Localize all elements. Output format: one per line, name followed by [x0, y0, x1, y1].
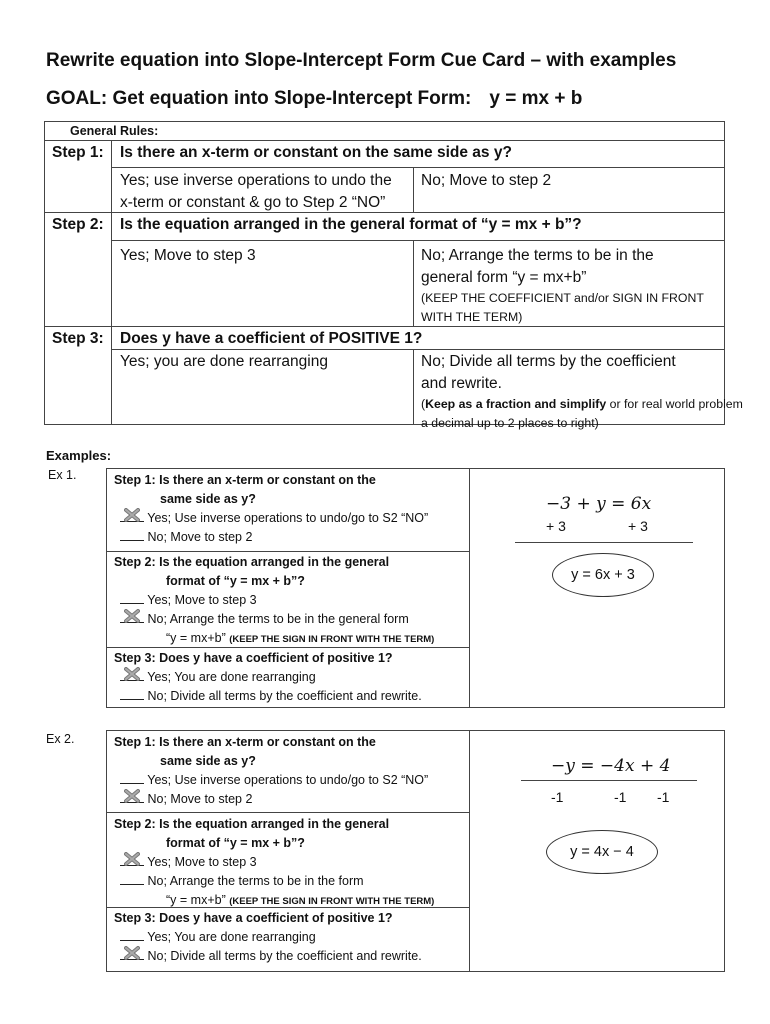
ex1-number: Ex 1. — [48, 468, 77, 482]
ex1-divider — [106, 551, 469, 552]
ex2-div-2: -1 — [614, 789, 627, 805]
rules-divider — [111, 167, 725, 168]
checkbox — [120, 773, 144, 784]
ex2-equation: −y = −4x + 4 — [551, 756, 671, 776]
ex2-div-3: -1 — [657, 789, 670, 805]
ex1-equation: −3 + y = 6x — [546, 494, 652, 514]
step3-question: Does y have a coefficient of POSITIVE 1? — [120, 330, 423, 347]
ex2-step3: Step 3: Does y have a coefficient of positive 1? Yes; You are done rearranging No; Divide all terms by the coefficient and rewrite. — [114, 911, 422, 963]
step2-yes: Yes; Move to step 3 — [120, 247, 256, 264]
checkbox — [120, 792, 144, 803]
examples-label: Examples: — [46, 448, 112, 463]
ex1-step3: Step 3: Does y have a coefficient of positive 1? Yes; You are done rearranging No; Divide all terms by the coefficient and rewrite. — [114, 651, 422, 703]
checkbox — [120, 855, 144, 866]
ex2-step1: Step 1: Is there an x-term or constant on the same side as y? Yes; Use inverse operations to undo/go to S2 “NO” No; Move to step 2 — [114, 735, 429, 806]
x-mark-icon — [124, 609, 140, 623]
checkbox — [120, 530, 144, 541]
checkbox — [120, 511, 144, 522]
ex1-answer-oval — [552, 553, 654, 597]
ex2-divider — [106, 812, 469, 813]
rules-divider — [111, 240, 725, 241]
ex1-step2: Step 2: Is the equation arranged in the general format of “y = mx + b”? Yes; Move to step 3 No; Arrange the terms to be in the general form “y = mx+b” (KEEP THE SIGN IN FRONT WITH THE TERM) — [114, 555, 435, 645]
ex1-add-left: + 3 — [546, 518, 566, 534]
step3-label: Step 3: — [52, 330, 104, 347]
step2-label: Step 2: — [52, 216, 104, 233]
step3-no: No; Divide all terms by the coefficient and rewrite. (Keep as a fraction and simplify or for real world problem a decimal up to 2 places to right) — [421, 353, 743, 430]
rules-divider — [111, 349, 725, 350]
step1-question: Is there an x-term or constant on the same side as y? — [120, 144, 512, 161]
ex2-work-line — [521, 780, 697, 781]
ex1-answer: y = 6x + 3 — [571, 567, 635, 583]
ex1-work-line — [515, 542, 693, 543]
checkbox — [120, 670, 144, 681]
ex2-number: Ex 2. — [46, 732, 75, 746]
ex1-divider — [469, 468, 470, 708]
checkbox — [120, 874, 144, 885]
step3-yes: Yes; you are done rearranging — [120, 353, 328, 370]
x-mark-icon — [124, 789, 140, 803]
step2-question: Is the equation arranged in the general format of “y = mx + b”? — [120, 216, 582, 233]
goal-equation: y = mx + b — [489, 88, 583, 109]
rules-divider — [413, 167, 414, 212]
ex2-step2: Step 2: Is the equation arranged in the general format of “y = mx + b”? Yes; Move to step 3 No; Arrange the terms to be in the form “y = mx+b” (KEEP THE SIGN IN FRONT WITH THE TERM) — [114, 817, 435, 907]
general-rules-header: General Rules: — [70, 124, 159, 138]
checkbox — [120, 949, 144, 960]
x-mark-icon — [124, 852, 140, 866]
goal-label: GOAL: Get equation into Slope-Intercept Form: — [46, 88, 472, 109]
ex2-divider — [469, 730, 470, 972]
step1-no: No; Move to step 2 — [421, 172, 552, 189]
rules-divider — [413, 349, 414, 425]
checkbox — [120, 930, 144, 941]
ex1-add-right: + 3 — [628, 518, 648, 534]
rules-divider — [111, 140, 112, 425]
ex2-answer-oval — [546, 830, 658, 874]
rules-divider — [44, 140, 725, 141]
x-mark-icon — [124, 667, 140, 681]
page-title: Rewrite equation into Slope-Intercept Form Cue Card – with examples — [46, 50, 677, 71]
ex2-answer: y = 4x − 4 — [570, 844, 634, 860]
step1-label: Step 1: — [52, 144, 104, 161]
rules-divider — [413, 240, 414, 326]
checkbox — [120, 689, 144, 700]
goal-heading — [46, 88, 582, 110]
step2-no: No; Arrange the terms to be in the general form “y = mx+b” (KEEP THE COEFFICIENT and/or SIGN IN FRONT WITH THE TERM) — [421, 247, 704, 324]
x-mark-icon — [124, 946, 140, 960]
step1-yes: Yes; use inverse operations to undo the x-term or constant & go to Step 2 “NO” — [120, 172, 392, 211]
ex2-div-1: -1 — [551, 789, 564, 805]
ex1-step1: Step 1: Is there an x-term or constant on the same side as y? Yes; Use inverse operations to undo/go to S2 “NO” No; Move to step 2 — [114, 473, 429, 544]
x-mark-icon — [124, 508, 140, 522]
checkbox — [120, 612, 144, 623]
checkbox — [120, 593, 144, 604]
